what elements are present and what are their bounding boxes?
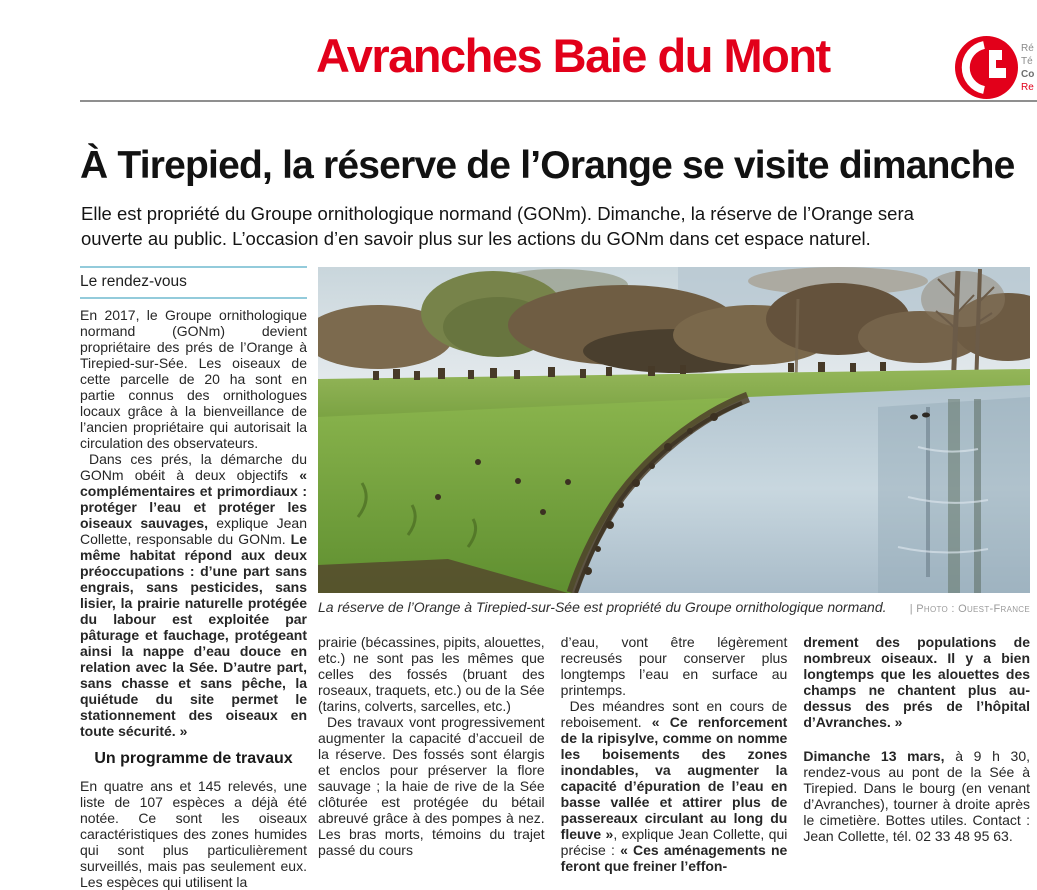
contact-line: Té: [1021, 56, 1033, 67]
article-column-3: [803, 634, 1030, 874]
sidebar-column: [80, 266, 307, 890]
article-columns: [318, 634, 1030, 874]
ouest-france-logo-icon: [955, 36, 1018, 99]
photo-caption: La réserve de l’Orange à Tirepied-sur-Sée est propriété du Groupe ornithologique normand.: [318, 599, 887, 615]
column-paragraph: d’eau, vont être légèrement recreusés pour conserver plus longtemps l’eau en surface au printemps.: [560, 634, 788, 698]
column-paragraph: prairie (bécassines, pipits, alouettes, etc.) ne sont pas les mêmes que celles des fossés (bruant des roseaux, traquets, etc.) ou de la Sée (tarins, colverts, sarcelles, etc.): [318, 634, 545, 714]
sidebar-paragraph: Dans ces prés, la démarche du GONm obéit à deux objectifs « complémentaires et primordiaux : protéger l’eau et protéger les oiseaux sauvages, explique Jean Collette, responsable du GONm. Le même habitat répond aux deux préoccupations : d’une part sans engrais, sans pesticides, sans lisier, la prairie naturelle protégée du labour est exploitée par pâturage et fauchage, protégeant ainsi la nappe d’eau douce en relation avec la Sée. D’autre part, sans chasse et sans pêche, la quiétude du site permet le stationnement des oiseaux en toute sécurité. »: [80, 451, 307, 739]
sidebar-paragraph: En quatre ans et 145 relevés, une liste de 107 espèces a déjà été notée. Ce sont les oiseaux caractéristiques des zones humides qui sont plus particulièrement surveillés, mais pas seulement eux. Les espèces qui utilisent la: [80, 778, 307, 890]
kicker-le-rendez-vous: Le rendez-vous: [80, 266, 307, 299]
article-lede: Elle est propriété du Groupe ornithologique normand (GONm). Dimanche, la réserve de l’Orange sera ouverte au public. L’occasion d’en savoir plus sur les actions du GONm dans cet espace naturel.: [81, 203, 914, 249]
article-column-2: [561, 634, 788, 874]
wetland-photo: [318, 267, 1030, 593]
column-paragraph: Des travaux vont progressivement augmenter la capacité d’accueil de la réserve. Des fossés sont élargis et enclos pour préserver la flore sauvage ; la haie de rive de la Sée clôturée est protégée du bétail abreuvé grâce à des pompes à nez. Les bras morts, témoins du trajet passé du cours: [318, 714, 545, 858]
contact-line: Re: [1021, 82, 1034, 93]
sidebar-paragraph: En 2017, le Groupe ornithologique normand (GONm) devient propriétaire des prés de l’Orange à Tirepied-sur-Sée. Les oiseaux de cette parcelle de 20 ha sont en partie connus des ornithologues locaux grâce à la bienveillance de l’ancien propriétaire qui autorisait la circulation des observateurs.: [80, 307, 307, 451]
contact-line: Co: [1021, 69, 1035, 80]
masthead-divider: [80, 100, 1037, 102]
article-column-1: [318, 634, 545, 874]
contact-line: Ré: [1021, 43, 1034, 54]
column-paragraph: drement des populations de nombreux oiseaux. Il y a bien longtemps que les alouettes des champs ne chantent plus au-dessus des prés de l’hôpital d’Avranches. »: [803, 634, 1031, 730]
practical-info-paragraph: Dimanche 13 mars, à 9 h 30, rendez-vous au pont de la Sée à Tirepied. Dans le bourg (en venant d’Avranches), tourner à droite après le cimetière. Bottes utiles. Contact : Jean Collette, tél. 02 33 48 95 63.: [803, 748, 1031, 844]
photo-caption-row: [318, 599, 1030, 615]
article-title: À Tirepied, la réserve de l’Orange se visite dimanche: [80, 144, 1015, 187]
column-paragraph: Des méandres sont en cours de reboisement. « Ce renforcement de la ripisylve, comme on nomme les boisements des zones inondables, va augmenter la capacité d’épuration de l’eau en basse vallée et attirer plus de passereaux circulant au long du fleuve », explique Jean Collette, qui précise : « Ces aménagements ne feront que freiner l’effon-: [560, 698, 788, 874]
masthead-contact-fragments: [1021, 42, 1037, 94]
section-masthead-title: Avranches Baie du Mont: [316, 29, 830, 82]
photo-credit: | Photo : Ouest-France: [909, 603, 1030, 615]
subhead-programme-travaux: Un programme de travaux: [94, 750, 293, 767]
